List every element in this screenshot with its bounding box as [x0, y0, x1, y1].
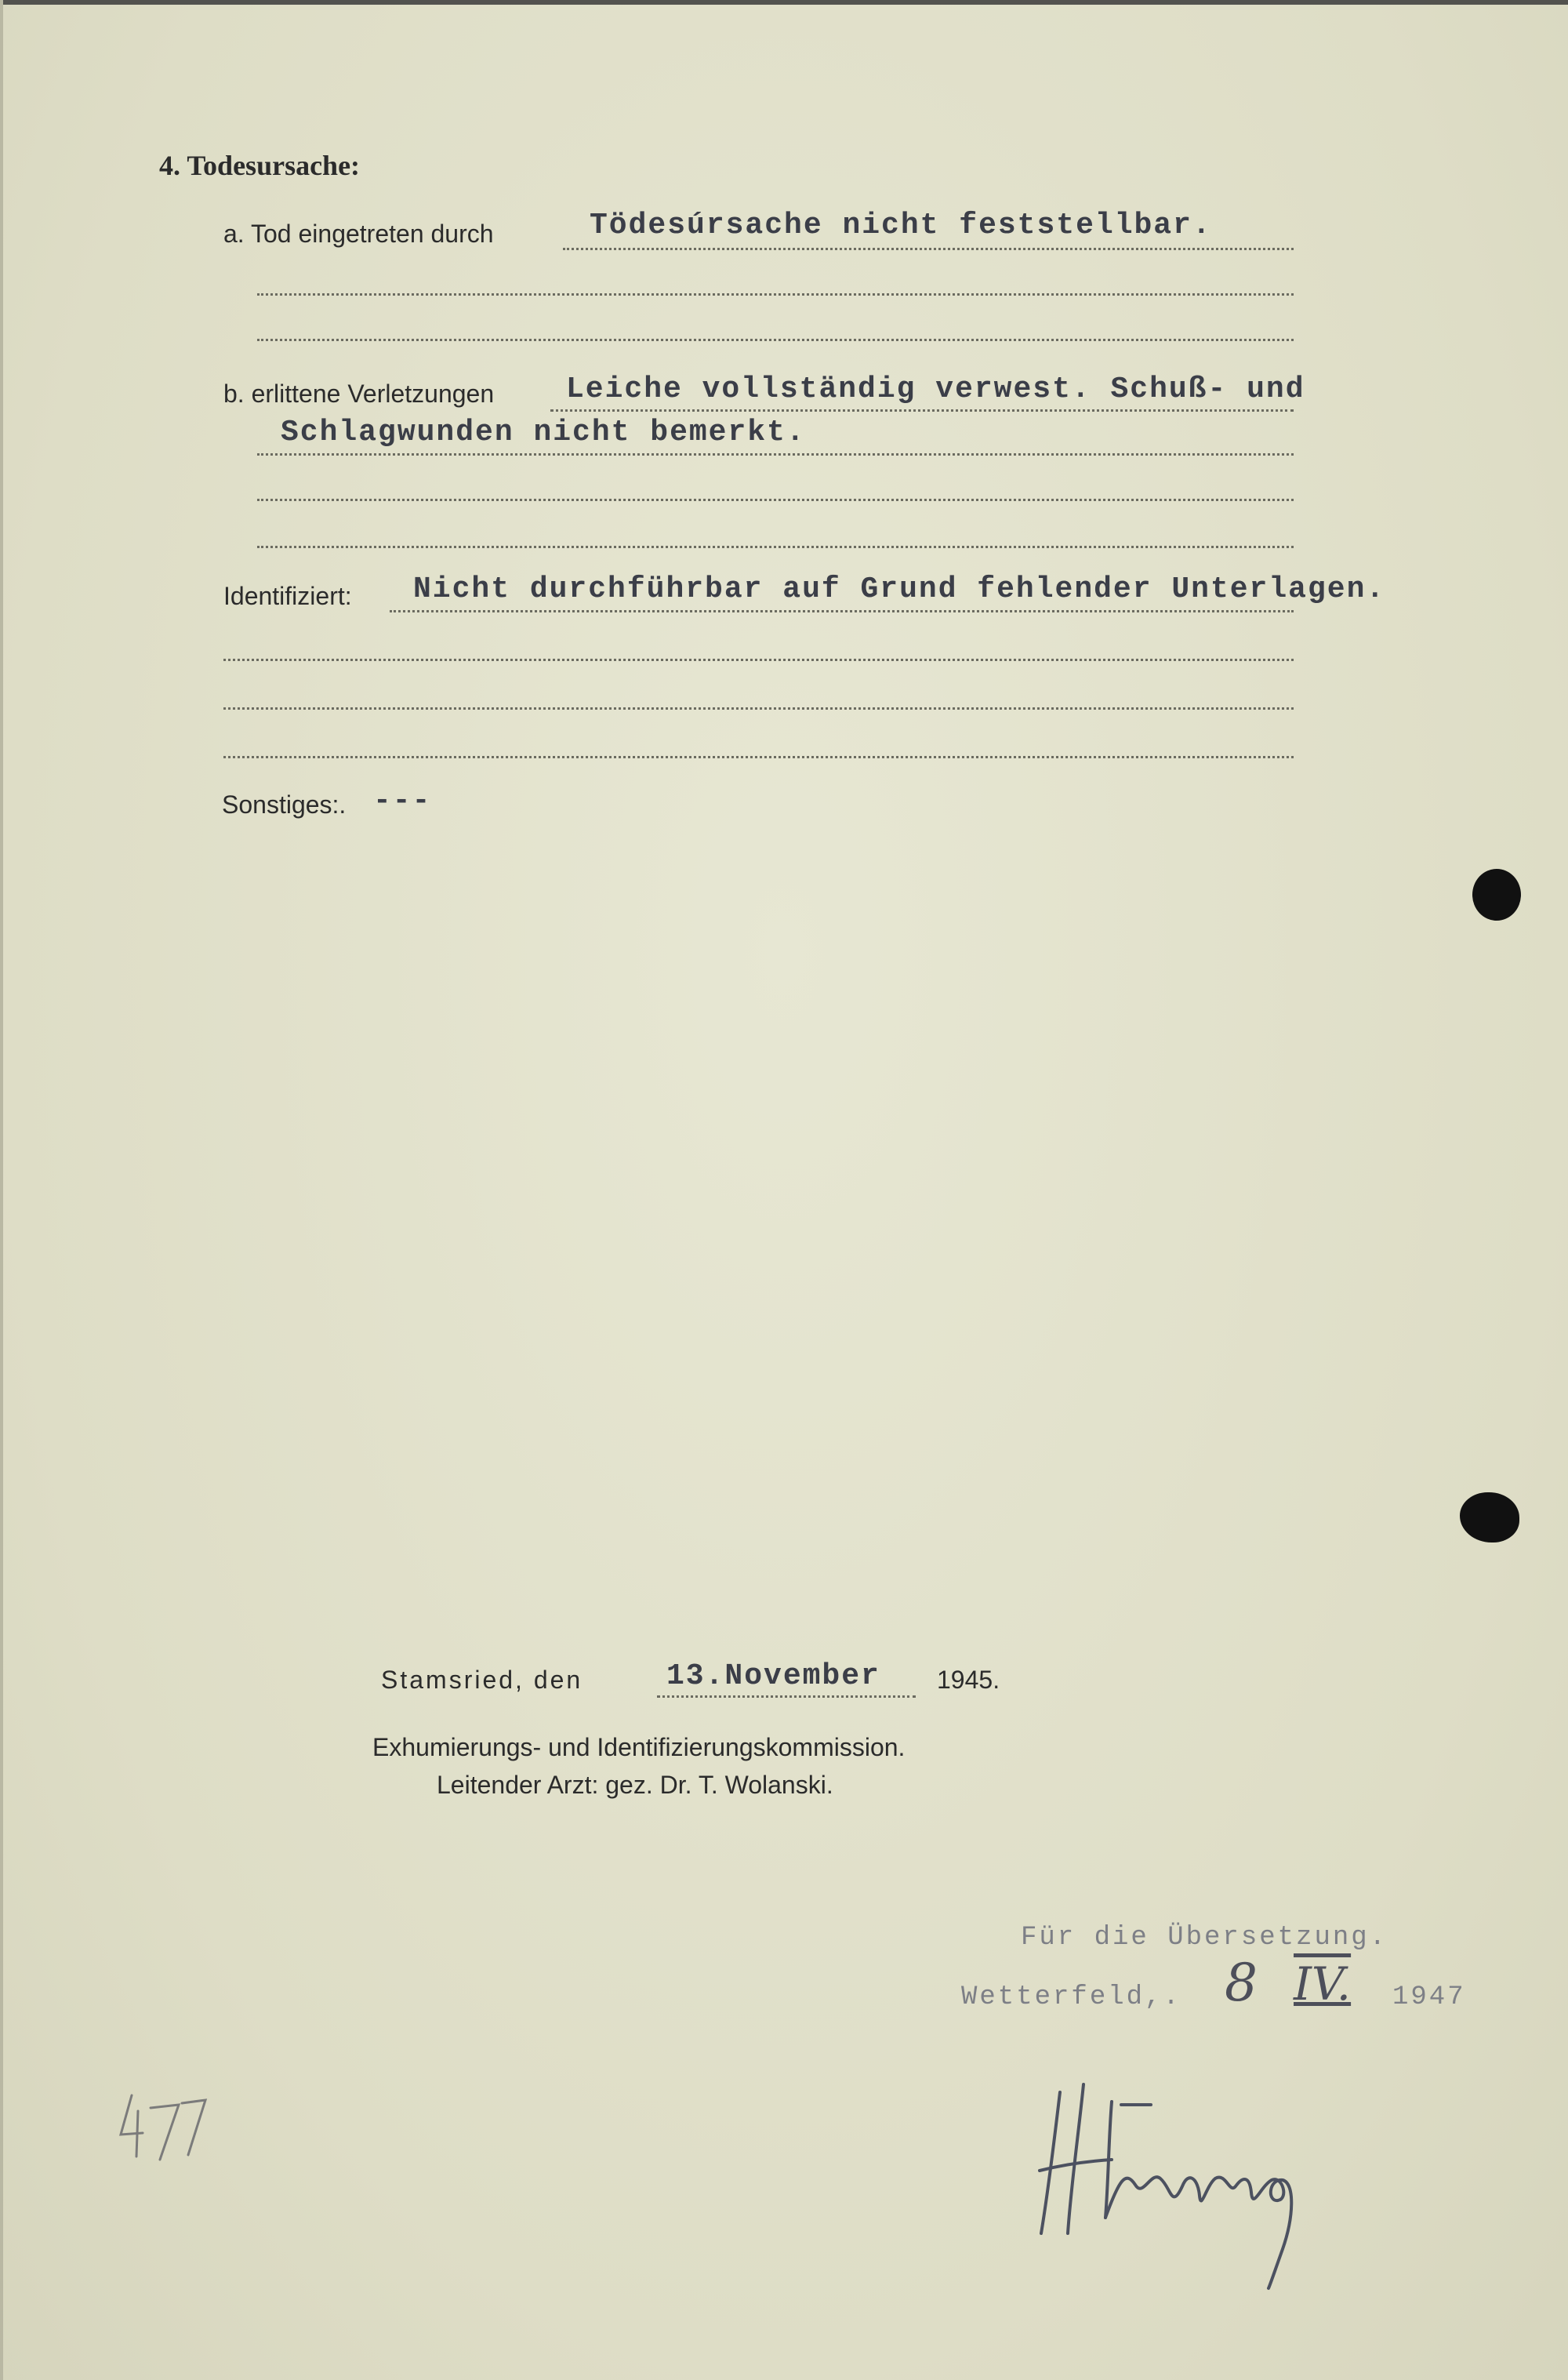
cause-line-3 [257, 339, 1294, 341]
identified-line-1 [390, 610, 1294, 612]
page-top-edge [0, 0, 1568, 5]
cause-value: Tödesúrsache nicht feststellbar. [590, 209, 1212, 242]
identified-label: Identifiziert: [223, 582, 352, 610]
other-value: --- [373, 784, 432, 818]
injuries-line-3 [257, 499, 1294, 501]
date-value: 13.November [666, 1659, 880, 1693]
identified-line-3 [223, 707, 1294, 710]
cause-line-1 [563, 248, 1294, 250]
punch-hole-upper [1472, 869, 1521, 921]
injuries-line-2 [257, 453, 1294, 456]
section-heading: 4. Todesursache: [159, 150, 361, 181]
injuries-line-1 [550, 409, 1294, 412]
commission-line-1: Exhumierungs- und Identifizierungskommission. [372, 1733, 906, 1761]
injuries-label: b. erlittene Verletzungen [223, 380, 495, 408]
punch-hole-lower [1460, 1492, 1519, 1542]
page-left-edge [0, 0, 3, 2380]
identified-line-4 [223, 756, 1294, 758]
identified-line-2 [223, 659, 1294, 661]
identified-value: Nicht durchführbar auf Grund fehlender Unterlagen. [413, 572, 1386, 606]
date-line [657, 1695, 916, 1698]
other-label: Sonstiges:. [222, 790, 347, 819]
translation-stamp-line1: Für die Übersetzung. [1021, 1923, 1388, 1953]
signature [1033, 2061, 1316, 2292]
translation-stamp-place: Wetterfeld,. [961, 1982, 1181, 2012]
translation-stamp-day: 8 [1225, 1953, 1258, 2013]
injuries-value-line1: Leiche vollständig verwest. Schuß- und [566, 372, 1305, 406]
injuries-value-line2: Schlagwunden nicht bemerkt. [281, 416, 806, 449]
archive-number [116, 2087, 210, 2170]
translation-stamp-year: 1947 [1392, 1982, 1466, 2012]
cause-line-2 [257, 293, 1294, 296]
place-label: Stamsried, den [381, 1666, 583, 1694]
translation-stamp-month: IV. [1294, 1957, 1352, 2011]
year-value: 1945. [937, 1666, 1000, 1694]
injuries-line-4 [257, 546, 1294, 548]
cause-label: a. Tod eingetreten durch [223, 220, 494, 248]
commission-line-2: Leitender Arzt: gez. Dr. T. Wolanski. [437, 1771, 833, 1799]
